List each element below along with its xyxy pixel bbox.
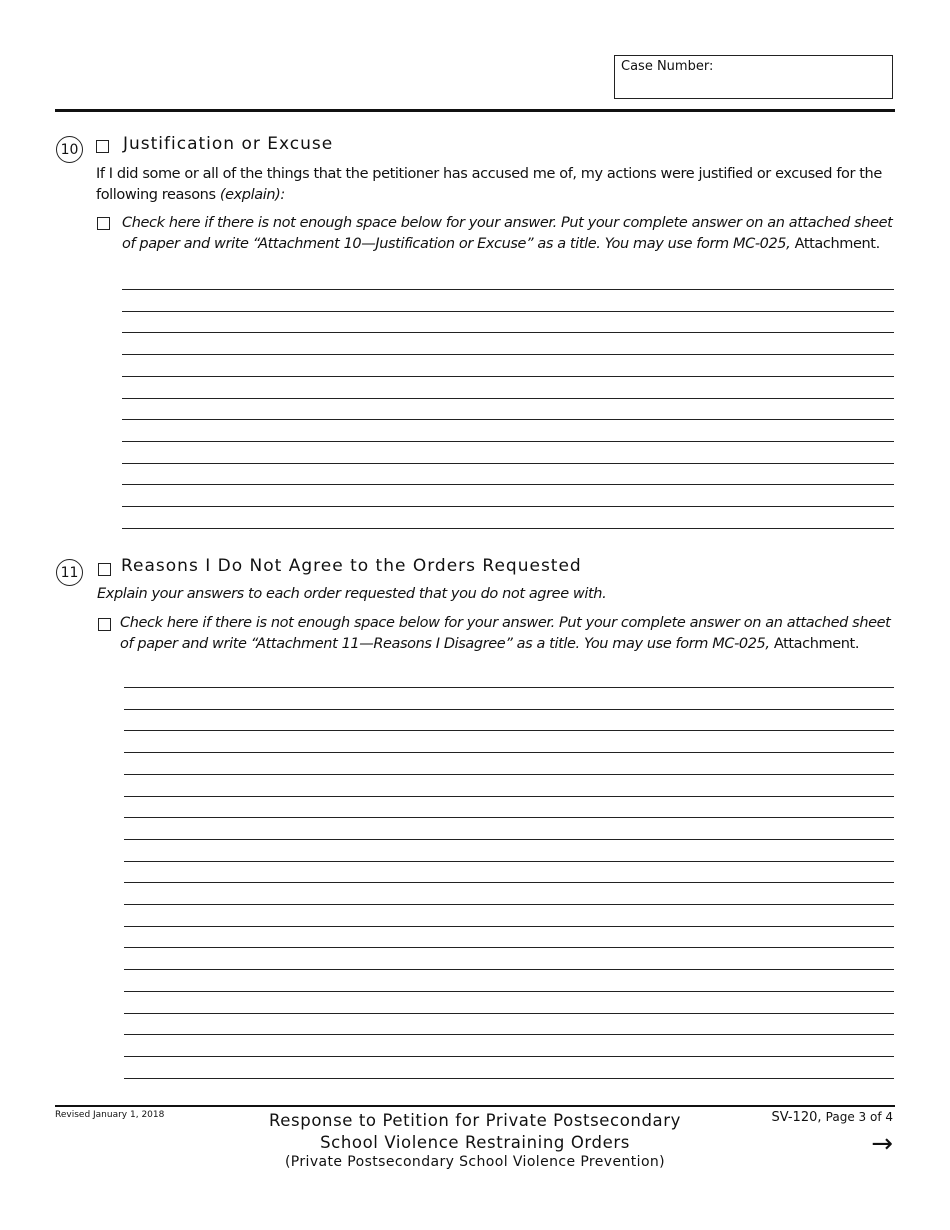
section-11-attachment-italic: Check here if there is not enough space below for your answer. Put your complete answer on an attached sheet of paper and write “Attachment 11—Reasons I Disagree” as a title. You may use form MC-025,	[120, 615, 891, 652]
answer-line[interactable]	[124, 1056, 894, 1057]
answer-line[interactable]	[124, 839, 894, 840]
form-title	[230, 1110, 720, 1154]
answer-line[interactable]	[122, 332, 894, 333]
answer-line[interactable]	[124, 730, 894, 731]
answer-line[interactable]	[124, 796, 894, 797]
answer-line[interactable]	[124, 1078, 894, 1079]
bottom-divider	[55, 1105, 895, 1107]
answer-line[interactable]	[122, 463, 894, 464]
section-11-number	[56, 559, 83, 586]
answer-line[interactable]	[122, 506, 894, 507]
section-11-attachment-text	[120, 613, 894, 655]
answer-line[interactable]	[124, 687, 894, 688]
revised-date: Revised January 1, 2018	[55, 1110, 165, 1120]
section-10-body-explain: (explain):	[219, 187, 285, 203]
answer-line[interactable]	[124, 752, 894, 753]
section-10-number	[56, 136, 83, 163]
answer-line[interactable]	[124, 861, 894, 862]
answer-line[interactable]	[122, 528, 894, 529]
section-10-body	[96, 164, 886, 206]
answer-line[interactable]	[122, 419, 894, 420]
answer-line[interactable]	[124, 904, 894, 905]
answer-line[interactable]	[124, 991, 894, 992]
section-11-attachment-tail: Attachment.	[773, 636, 860, 652]
section-10-checkbox[interactable]	[96, 140, 109, 153]
answer-line[interactable]	[124, 774, 894, 775]
answer-line[interactable]	[124, 969, 894, 970]
section-10-attachment-tail: Attachment.	[794, 236, 880, 252]
section-11-number-text: 11	[60, 564, 79, 581]
page-number: Page 3 of 4	[825, 1110, 893, 1124]
answer-line[interactable]	[122, 484, 894, 485]
section-11-attachment-checkbox[interactable]	[98, 618, 111, 631]
answer-line[interactable]	[122, 398, 894, 399]
answer-line[interactable]	[124, 947, 894, 948]
answer-line[interactable]	[124, 817, 894, 818]
section-10-body-text: If I did some or all of the things that the petitioner has accused me of, my actions were justified or excused for the following reasons	[96, 166, 882, 203]
section-10-attachment-text	[122, 213, 894, 255]
form-number	[771, 1110, 893, 1125]
section-10-number-text: 10	[60, 141, 79, 158]
answer-line[interactable]	[122, 441, 894, 442]
section-10-attachment-checkbox[interactable]	[97, 217, 110, 230]
form-number-text: SV-120,	[771, 1110, 822, 1125]
top-divider	[55, 109, 895, 112]
section-11-title: Reasons I Do Not Agree to the Orders Requested	[121, 556, 582, 576]
answer-line[interactable]	[124, 1034, 894, 1035]
section-10-attachment-italic: Check here if there is not enough space below for your answer. Put your complete answer on an attached sheet of paper and write “Attachment 10—Justification or Excuse” as a title. You may use form MC-025,	[122, 215, 893, 252]
answer-line[interactable]	[124, 926, 894, 927]
form-subtitle: (Private Postsecondary School Violence Prevention)	[284, 1154, 666, 1170]
answer-line[interactable]	[122, 289, 894, 290]
section-11-checkbox[interactable]	[98, 563, 111, 576]
answer-line[interactable]	[122, 376, 894, 377]
case-number-label: Case Number:	[621, 59, 714, 74]
answer-line[interactable]	[124, 1013, 894, 1014]
case-number-box[interactable]	[614, 55, 893, 99]
answer-line[interactable]	[122, 311, 894, 312]
answer-line[interactable]	[124, 709, 894, 710]
form-title-line-1: Response to Petition for Private Postsecondary	[268, 1111, 682, 1130]
form-title-line-2: School Violence Restraining Orders	[320, 1133, 630, 1152]
next-page-arrow-icon: →	[871, 1129, 893, 1159]
section-11-explain: Explain your answers to each order requested that you do not agree with.	[97, 586, 607, 602]
answer-line[interactable]	[122, 354, 894, 355]
answer-line[interactable]	[124, 882, 894, 883]
section-10-title: Justification or Excuse	[123, 134, 334, 154]
